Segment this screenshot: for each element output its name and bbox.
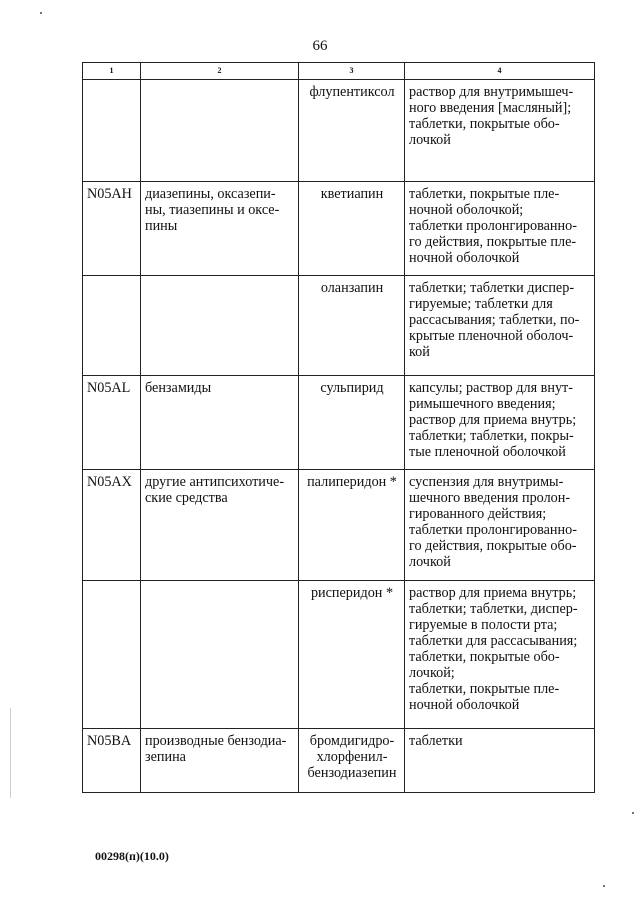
drug-group: диазепины, оксазепи- ны, тиазепины и оксе- пины (141, 182, 299, 276)
header-col-4: 4 (405, 63, 595, 80)
atc-code: N05AL (83, 376, 141, 470)
drug-name: оланзапин (299, 276, 405, 376)
drug-name: палиперидон * (299, 470, 405, 581)
atc-code (83, 276, 141, 376)
medication-table (82, 62, 595, 793)
atc-code: N05AH (83, 182, 141, 276)
drug-group: производные бензодиа- зепина (141, 729, 299, 793)
atc-code: N05BA (83, 729, 141, 793)
dosage-forms: капсулы; раствор для внут- римышечного введения; раствор для приема внутрь; таблетки; таблетки, покры- тые пленочной оболочкой (405, 376, 595, 470)
dosage-forms: таблетки, покрытые пле- ночной оболочкой; таблетки пролонгированно- го действия, покрытые пле- ночной оболочкой (405, 182, 595, 276)
drug-group (141, 276, 299, 376)
header-col-1: 1 (83, 63, 141, 80)
document-code: 00298(п)(10.0) (95, 849, 169, 863)
atc-code: N05AX (83, 470, 141, 581)
drug-name: сульпирид (299, 376, 405, 470)
scan-speck (40, 12, 42, 14)
drug-group (141, 80, 299, 182)
drug-group: бензамиды (141, 376, 299, 470)
scan-margin-line (10, 708, 11, 798)
page-number: 66 (312, 38, 328, 54)
table-row (83, 470, 595, 581)
drug-name: рисперидон * (299, 581, 405, 729)
drug-group (141, 581, 299, 729)
dosage-forms: раствор для внутримышеч- ного введения [масляный]; таблетки, покрытые обо- лочкой (405, 80, 595, 182)
table-row (83, 80, 595, 182)
table-row (83, 276, 595, 376)
dosage-forms: суспензия для внутримы- шечного введения пролон- гированного действия; таблетки пролонгированно- го действия, покрытые обо- лочкой (405, 470, 595, 581)
atc-code (83, 80, 141, 182)
dosage-forms: таблетки; таблетки диспер- гируемые; таблетки для рассасывания; таблетки, по- крытые пленочной оболоч- кой (405, 276, 595, 376)
table-row (83, 581, 595, 729)
dosage-forms: таблетки (405, 729, 595, 793)
scan-speck (603, 885, 605, 887)
header-col-3: 3 (299, 63, 405, 80)
table-row (83, 729, 595, 793)
header-col-2: 2 (141, 63, 299, 80)
drug-name: кветиапин (299, 182, 405, 276)
drug-group: другие антипсихотиче- ские средства (141, 470, 299, 581)
table-header-row (83, 63, 595, 80)
atc-code (83, 581, 141, 729)
drug-name: флупентиксол (299, 80, 405, 182)
drug-name: бромдигидро- хлорфенил- бензодиазепин (299, 729, 405, 793)
dosage-forms: раствор для приема внутрь; таблетки; таблетки, диспер- гируемые в полости рта; таблетки для рассасывания; таблетки, покрытые обо- лочкой; таблетки, покрытые пле- ночной оболочкой (405, 581, 595, 729)
scan-speck (632, 812, 634, 814)
table-row (83, 376, 595, 470)
table-row (83, 182, 595, 276)
